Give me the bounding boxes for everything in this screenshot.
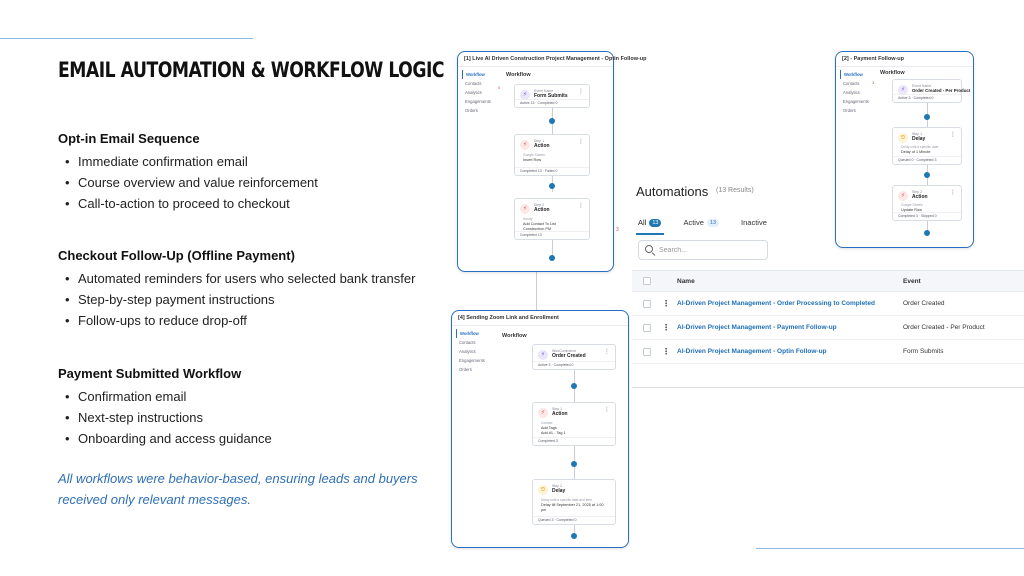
add-step-dot[interactable] bbox=[549, 118, 555, 124]
node-status: Completed 13 · Failed 0 bbox=[515, 167, 589, 175]
node-type: Step 1 bbox=[912, 132, 923, 136]
tab-inactive[interactable]: Inactive bbox=[741, 218, 767, 227]
node-detail: Insert Row bbox=[523, 158, 542, 162]
node-detail: Delay until a specific date bbox=[901, 145, 939, 149]
automation-name-link[interactable]: AI-Driven Project Management - Payment Follow-up bbox=[677, 324, 837, 331]
section-heading: Checkout Follow-Up (Offline Payment) bbox=[58, 248, 295, 263]
table-row[interactable] bbox=[632, 316, 1024, 340]
workflow-title: [4] Sending Zoom Link and Enrollment bbox=[452, 311, 628, 326]
sidebar-item-contacts[interactable]: Contacts bbox=[843, 81, 860, 86]
sidebar-item-orders[interactable]: Orders bbox=[459, 367, 472, 372]
contacts-count: 3 bbox=[872, 80, 875, 85]
trigger-icon: ⚡ bbox=[520, 90, 530, 100]
add-step-dot[interactable] bbox=[549, 255, 555, 261]
search-icon bbox=[645, 245, 653, 253]
workflow-title: [2] - Payment Follow-up bbox=[836, 52, 973, 67]
column-name: Name bbox=[677, 278, 695, 285]
node-status: Completed 13 bbox=[515, 231, 589, 239]
delay-icon: ⏲ bbox=[898, 133, 908, 143]
add-step-dot[interactable] bbox=[571, 383, 577, 389]
workflow-card-payment[interactable] bbox=[835, 51, 974, 248]
automation-event: Order Created bbox=[903, 300, 945, 307]
node-title: Action bbox=[534, 207, 550, 213]
table-header bbox=[632, 270, 1024, 292]
node-menu-icon[interactable]: ⋮ bbox=[950, 132, 956, 138]
row-menu-icon[interactable]: ⋮ bbox=[662, 299, 670, 308]
bullet-item: • Call-to-action to proceed to checkout bbox=[58, 193, 458, 214]
workflow-title: [1] Live AI Driven Construction Project Management - Optin Follow-up bbox=[458, 52, 613, 67]
node-menu-icon[interactable]: ⋮ bbox=[950, 190, 956, 196]
sidebar-item-engagements[interactable]: Engagements bbox=[843, 99, 869, 104]
trigger-node[interactable] bbox=[514, 84, 590, 108]
row-checkbox[interactable] bbox=[643, 324, 651, 332]
node-type: Event Name bbox=[912, 84, 932, 88]
add-step-dot[interactable] bbox=[549, 183, 555, 189]
sidebar-item-workflow[interactable]: Workflow bbox=[456, 329, 490, 338]
bullet-item: • Next-step instructions bbox=[58, 407, 458, 428]
node-menu-icon[interactable]: ⋮ bbox=[604, 407, 610, 413]
automation-event: Form Submits bbox=[903, 348, 944, 355]
workflow-label: Workflow bbox=[880, 70, 905, 76]
node-status: Active 13 · Completed 0 bbox=[515, 99, 589, 107]
automation-name-link[interactable]: AI-Driven Project Management - Optin Follow-up bbox=[677, 348, 827, 355]
node-type: Step 1 bbox=[552, 407, 563, 411]
trigger-icon: ⚡ bbox=[538, 350, 548, 360]
row-menu-icon[interactable]: ⋮ bbox=[662, 347, 670, 356]
workflow-label: Workflow bbox=[502, 333, 527, 339]
node-detail: Add Tags bbox=[541, 426, 557, 430]
node-detail: Delay until a specific date and time bbox=[541, 498, 592, 502]
search-box[interactable] bbox=[638, 240, 768, 260]
node-detail: Google Sheets bbox=[523, 153, 545, 157]
node-detail: Add Contact To List bbox=[523, 222, 556, 226]
trigger-node[interactable] bbox=[892, 79, 971, 103]
action-icon: ⚡ bbox=[520, 204, 530, 214]
bullet-item: • Confirmation email bbox=[58, 386, 458, 407]
row-checkbox[interactable] bbox=[643, 348, 651, 356]
node-title: Order Created bbox=[552, 353, 586, 359]
table-row[interactable] bbox=[632, 292, 1024, 316]
tab-all[interactable]: All 13 bbox=[638, 218, 661, 227]
step2-node[interactable] bbox=[514, 198, 590, 240]
bullet-item: • Immediate confirmation email bbox=[58, 151, 458, 172]
node-menu-icon[interactable]: ⋮ bbox=[578, 89, 584, 95]
add-step-dot[interactable] bbox=[924, 114, 930, 120]
node-title: Action bbox=[534, 143, 550, 149]
section-checkout bbox=[58, 248, 458, 331]
step2-node[interactable] bbox=[532, 479, 616, 525]
add-step-dot[interactable] bbox=[924, 172, 930, 178]
trigger-icon: ⚡ bbox=[898, 85, 908, 95]
sidebar-item-contacts[interactable]: Contacts bbox=[465, 81, 482, 86]
connector-line bbox=[536, 270, 537, 310]
node-title: Delay bbox=[912, 136, 926, 142]
workflow-sidebar bbox=[462, 70, 496, 115]
select-all-checkbox[interactable] bbox=[643, 277, 651, 285]
bullet-item: • Course overview and value reinforcement bbox=[58, 172, 458, 193]
sidebar-item-analytics[interactable]: Analytics bbox=[459, 349, 476, 354]
action-icon: ⚡ bbox=[538, 408, 548, 418]
sidebar-item-orders[interactable]: Orders bbox=[465, 108, 478, 113]
delay-icon: ⏲ bbox=[538, 485, 548, 495]
node-status: Completed 3 · Skipped 0 bbox=[893, 212, 961, 220]
section-heading: Payment Submitted Workflow bbox=[58, 366, 242, 381]
sidebar-item-analytics[interactable]: Analytics bbox=[843, 90, 860, 95]
step1-node[interactable] bbox=[514, 134, 590, 176]
add-step-dot[interactable] bbox=[571, 461, 577, 467]
workflow-card-optin[interactable] bbox=[457, 51, 647, 272]
filter-tabs bbox=[638, 218, 789, 227]
row-checkbox[interactable] bbox=[643, 300, 651, 308]
sidebar-item-contacts[interactable]: Contacts bbox=[459, 340, 476, 345]
row-menu-icon[interactable]: ⋮ bbox=[662, 323, 670, 332]
section-payment bbox=[58, 366, 458, 449]
node-status: Active 3 · Completed 0 bbox=[533, 361, 615, 369]
node-menu-icon[interactable]: ⋮ bbox=[604, 349, 610, 355]
node-type: Step 1 bbox=[534, 139, 545, 143]
sidebar-item-engagements[interactable]: Engagements bbox=[465, 99, 491, 104]
step2-node[interactable] bbox=[892, 185, 962, 221]
closing-note: All workflows were behavior-based, ensuring leads and buyers received only relevant messages. bbox=[58, 471, 418, 507]
column-event: Event bbox=[903, 278, 921, 285]
sidebar-item-workflow[interactable]: Workflow bbox=[840, 70, 874, 79]
top-accent-line bbox=[0, 38, 253, 39]
node-detail: Sendy bbox=[523, 217, 533, 221]
bullet-item: • Automated reminders for users who selected bank transfer bbox=[58, 268, 458, 289]
workflow-label: Workflow bbox=[506, 72, 531, 78]
node-detail: Contact bbox=[541, 421, 553, 425]
automations-title: Automations bbox=[636, 184, 709, 199]
node-title: Form Submits bbox=[534, 93, 568, 99]
node-title: Action bbox=[912, 194, 928, 200]
aside-count: 3 bbox=[616, 227, 619, 233]
active-tab-indicator bbox=[636, 233, 664, 235]
node-detail: Google Sheets bbox=[901, 203, 923, 207]
sidebar-item-analytics[interactable]: Analytics bbox=[465, 90, 482, 95]
node-status: Queued 0 · Completed 3 bbox=[893, 156, 961, 164]
node-status: Queued 3 · Completed 0 bbox=[533, 516, 615, 524]
table-row[interactable] bbox=[632, 340, 1024, 364]
node-title: Action bbox=[552, 411, 568, 417]
node-menu-icon[interactable]: ⋮ bbox=[578, 203, 584, 209]
add-step-dot[interactable] bbox=[571, 533, 577, 539]
search-input[interactable] bbox=[659, 244, 759, 257]
node-type: Step 2 bbox=[534, 203, 545, 207]
trigger-node[interactable] bbox=[532, 344, 616, 370]
sidebar-item-workflow[interactable]: Workflow bbox=[462, 70, 496, 79]
node-detail: Delay till September 21, 2025 at 1:00 bbox=[541, 503, 604, 507]
node-type: Step 2 bbox=[912, 190, 923, 194]
sidebar-item-engagements[interactable]: Engagements bbox=[459, 358, 485, 363]
node-detail: Construction PM bbox=[523, 227, 552, 231]
node-type: Step 2 bbox=[552, 484, 563, 488]
contacts-count: 5 bbox=[498, 85, 501, 90]
step1-node[interactable] bbox=[892, 127, 962, 165]
node-detail: pm bbox=[541, 508, 547, 512]
section-optin bbox=[58, 131, 458, 214]
node-title: Order Created - Per Product bbox=[912, 88, 971, 93]
automation-name-link[interactable]: AI-Driven Project Management - Order Processing to Completed bbox=[677, 300, 875, 307]
sidebar-item-orders[interactable]: Orders bbox=[843, 108, 856, 113]
step1-node[interactable] bbox=[532, 402, 616, 446]
tab-active[interactable]: Active 13 bbox=[683, 218, 719, 227]
node-detail: Update Row bbox=[901, 208, 922, 212]
bullet-item: • Step-by-step payment instructions bbox=[58, 289, 458, 310]
results-count: (13 Results) bbox=[716, 187, 754, 194]
slide-title: EMAIL AUTOMATION & WORKFLOW LOGIC bbox=[58, 58, 445, 82]
workflow-sidebar bbox=[456, 329, 490, 374]
workflow-card-zoom[interactable] bbox=[451, 310, 629, 548]
node-title: Delay bbox=[552, 488, 566, 494]
node-status: Active 3 · Completed 0 bbox=[893, 94, 961, 102]
workflow-sidebar bbox=[840, 70, 874, 115]
node-type: Event Name bbox=[534, 89, 554, 93]
add-step-dot[interactable] bbox=[924, 230, 930, 236]
section-heading: Opt-in Email Sequence bbox=[58, 131, 200, 146]
action-icon: ⚡ bbox=[898, 191, 908, 201]
bullet-item: • Follow-ups to reduce drop-off bbox=[58, 310, 458, 331]
flow-line bbox=[552, 240, 553, 256]
bottom-accent-line bbox=[756, 548, 1024, 549]
automation-event: Order Created - Per Product bbox=[903, 324, 985, 331]
node-detail: Add #1 - Tag 1 bbox=[541, 431, 566, 435]
node-type: WooCommerce bbox=[552, 349, 577, 353]
node-menu-icon[interactable]: ⋮ bbox=[578, 139, 584, 145]
bullet-item: • Onboarding and access guidance bbox=[58, 428, 458, 449]
node-detail: Delay of 1 Minute bbox=[901, 150, 931, 154]
action-icon: ⚡ bbox=[520, 140, 530, 150]
node-status: Completed 3 bbox=[533, 437, 615, 445]
